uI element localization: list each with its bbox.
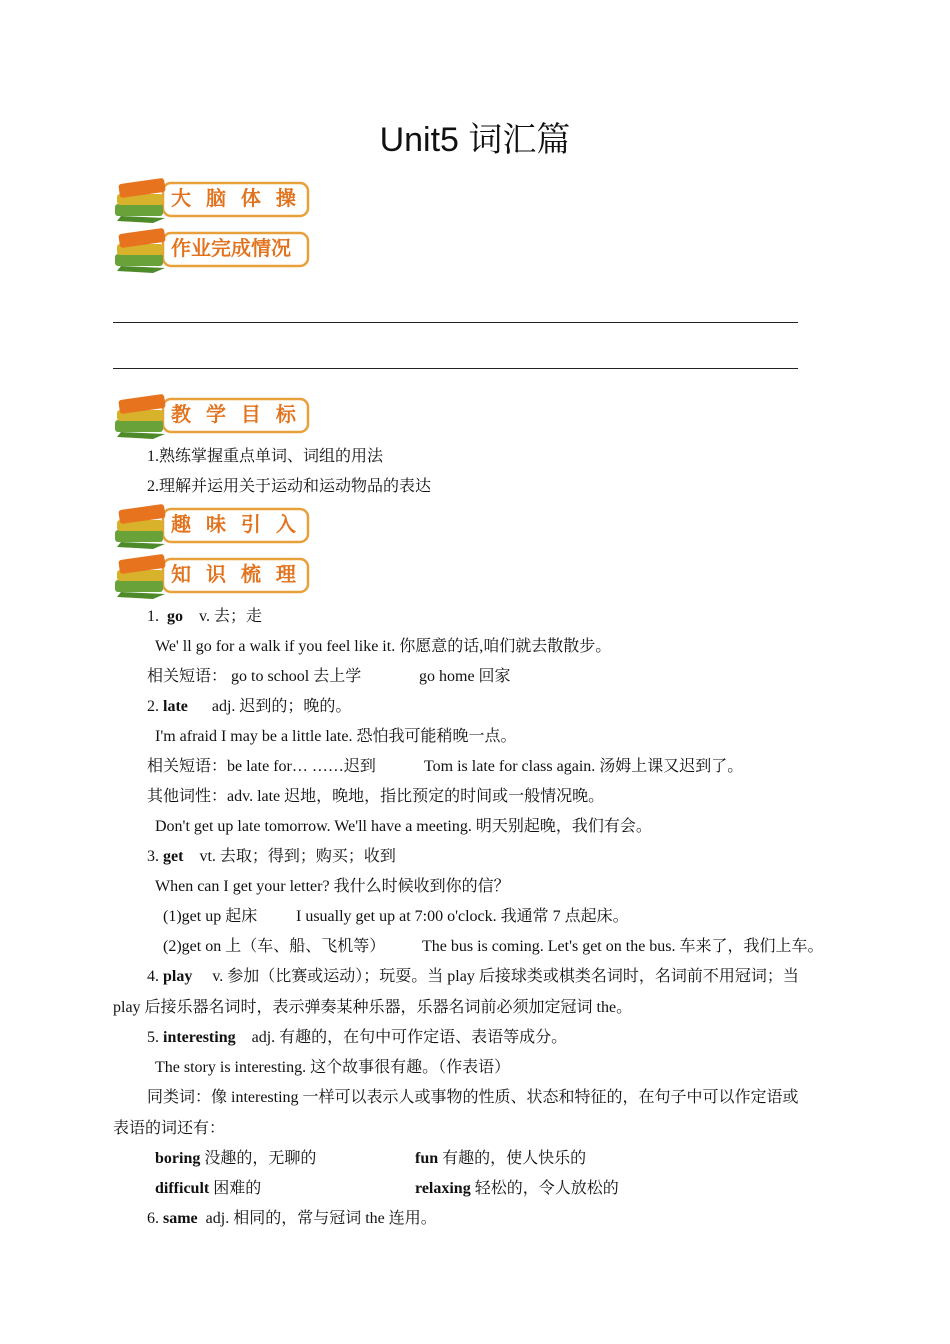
- paragraph-line: play 后接乐器名词时，表示弹奏某种乐器，乐器名词前必须加定冠词 the。: [113, 999, 633, 1016]
- section-title: 教 学 目 标: [171, 402, 300, 426]
- entry-word: interesting: [163, 1029, 236, 1046]
- vocab-entry: [147, 607, 262, 627]
- example-sentence: I usually get up at 7:00 o'clock. 我通常 7 点起床。: [296, 908, 629, 925]
- vocab-entry: [147, 967, 799, 987]
- vocab-entry: [147, 1209, 437, 1229]
- phrase-item: (2)get on 上（车、船、飞机等）: [163, 938, 386, 955]
- similar-word-term: boring: [155, 1150, 201, 1167]
- example-sentence: Tom is late for class again. 汤姆上课又迟到了。: [424, 758, 744, 775]
- related-phrase: go home 回家: [419, 668, 511, 685]
- section-title: 作业完成情况: [171, 236, 291, 260]
- entry-definition: vt. 去取；得到；购买；收到: [199, 848, 396, 865]
- objective-item: 1.熟练掌握重点单词、词组的用法: [147, 448, 384, 465]
- entry-definition: adj. 有趣的，在句中可作定语、表语等成分。: [251, 1029, 568, 1046]
- paragraph-line: 同类词：像 interesting 一样可以表示人或事物的性质、状态和特征的，在句子中可以作定语或: [147, 1089, 799, 1106]
- example-sentence: We' ll go for a walk if you feel like it. 你愿意的话,咱们就去散散步。: [155, 638, 612, 655]
- example-sentence: When can I get your letter? 我什么时候收到你的信？: [155, 878, 510, 895]
- similar-word-meaning: 没趣的，无聊的: [204, 1150, 317, 1167]
- section-title: 大 脑 体 操: [171, 186, 300, 210]
- section-banner-objectives: [113, 394, 313, 442]
- section-title: 趣 味 引 入: [171, 512, 300, 536]
- entry-word: go: [167, 608, 183, 625]
- section-title: 知 识 梳 理: [171, 562, 300, 586]
- section-banner-knowledge: [113, 554, 313, 602]
- page-title: Unit5 词汇篇: [379, 121, 571, 159]
- related-phrase: 相关短语： go to school 去上学: [147, 668, 362, 685]
- similar-word-term: relaxing: [415, 1180, 471, 1197]
- entry-number: 5.: [147, 1029, 159, 1046]
- section-banner-homework: [113, 228, 313, 276]
- similar-word: [415, 1149, 586, 1169]
- entry-number: 2.: [147, 698, 159, 715]
- entry-word: late: [163, 698, 188, 715]
- similar-word-meaning: 轻松的，令人放松的: [474, 1180, 619, 1197]
- entry-number: 3.: [147, 848, 159, 865]
- entry-word: get: [163, 848, 184, 865]
- paragraph-line: 表语的词还有：: [113, 1120, 226, 1137]
- example-sentence: The story is interesting. 这个故事很有趣。（作表语）: [155, 1059, 511, 1076]
- entry-number: 6.: [147, 1210, 159, 1227]
- entry-number: 4.: [147, 968, 159, 985]
- vocab-entry: [147, 697, 351, 717]
- other-word-class: 其他词性：adv. late 迟地，晚地，指比预定的时间或一般情况晚。: [147, 788, 605, 805]
- entry-number: 1.: [147, 608, 159, 625]
- answer-line: [113, 322, 798, 323]
- similar-word-meaning: 有趣的，使人快乐的: [442, 1150, 587, 1167]
- similar-word-term: difficult: [155, 1180, 210, 1197]
- similar-word: [415, 1179, 619, 1199]
- example-sentence: The bus is coming. Let's get on the bus. 车来了，我们上车。: [422, 938, 824, 955]
- similar-word: [155, 1149, 316, 1169]
- similar-word-meaning: 困难的: [213, 1180, 262, 1197]
- entry-definition: adj. 迟到的；晚的。: [211, 698, 352, 715]
- entry-word: play: [163, 968, 193, 985]
- phrase-item: (1)get up 起床: [163, 908, 258, 925]
- example-sentence: I'm afraid I may be a little late. 恐怕我可能稍晚一点。: [155, 728, 517, 745]
- section-banner-brain-exercise: [113, 178, 313, 226]
- related-phrase: 相关短语：be late for… ……迟到: [147, 758, 376, 775]
- entry-definition: v. 参加（比赛或运动）；玩耍。当 play 后接球类或棋类名词时，名词前不用冠词；当: [212, 968, 799, 985]
- entry-definition: v. 去；走: [199, 608, 262, 625]
- section-banner-fun-intro: [113, 504, 313, 552]
- vocab-entry: [147, 1028, 567, 1048]
- similar-word: [155, 1179, 261, 1199]
- example-sentence: Don't get up late tomorrow. We'll have a meeting. 明天别起晚，我们有会。: [155, 818, 652, 835]
- entry-definition: adj. 相同的，常与冠词 the 连用。: [205, 1210, 437, 1227]
- objective-item: 2.理解并运用关于运动和运动物品的表达: [147, 478, 432, 495]
- vocab-entry: [147, 847, 396, 867]
- similar-word-term: fun: [415, 1150, 439, 1167]
- entry-word: same: [163, 1210, 198, 1227]
- answer-line: [113, 368, 798, 369]
